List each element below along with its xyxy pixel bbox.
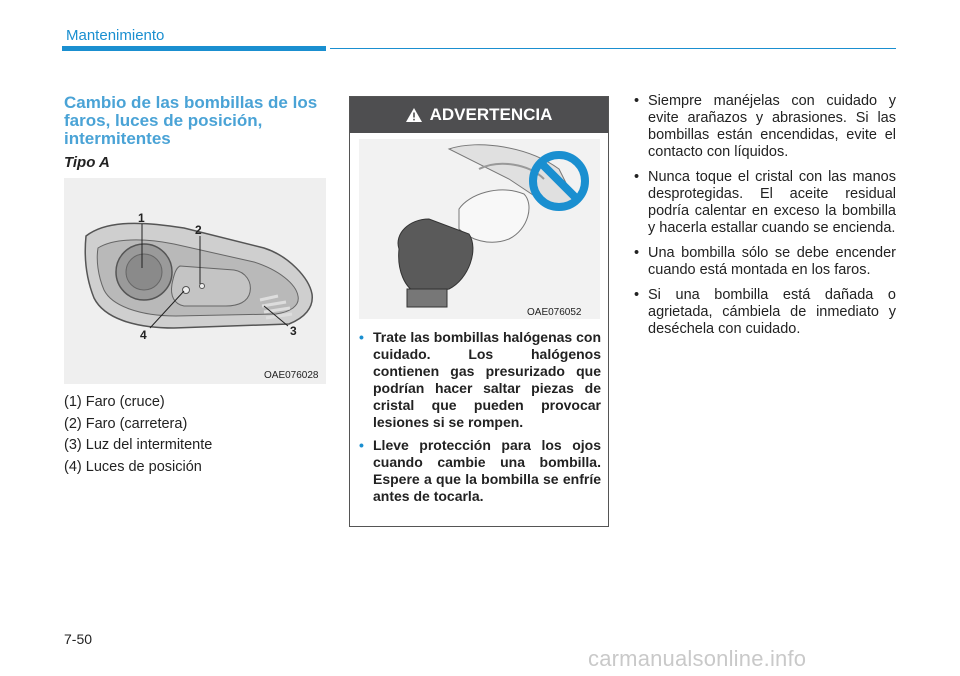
list-item: • Una bombilla sólo se debe encender cuando está montada en los faros. — [634, 245, 896, 278]
list-item: (4) Luces de posición — [64, 458, 202, 475]
headlamp-illustration — [64, 178, 326, 384]
list-item: • Siempre manéjelas con cuidado y evite arañazos y abrasiones. Si las bombillas están encendidas, evite el contacto con líquidos. — [634, 93, 896, 160]
list-item: (1) Faro (cruce) — [64, 394, 165, 410]
list-item: • Trate las bombillas halógenas con cuidado. Los halógenos contienen gas presurizado que podrían hacer saltar piezas de cristal que pueden provocar lesiones si se rompen. — [359, 329, 601, 430]
bullet-icon: • — [634, 245, 640, 261]
list-item: • Si una bombilla está dañada o agrietada, cámbiela de inmediato y deséchela con cuidado. — [634, 287, 896, 337]
bullet-icon: • — [634, 287, 640, 303]
bullet-icon: • — [634, 93, 640, 109]
header-rule — [330, 48, 896, 49]
page-number: 7-50 — [64, 631, 93, 647]
bulb-figure — [359, 139, 600, 319]
warning-header — [350, 97, 608, 133]
callout-3: 3 — [290, 324, 297, 338]
list-item: (2) Faro (carretera) — [64, 415, 188, 432]
headlamp-figure — [64, 178, 326, 384]
callout-4: 4 — [140, 328, 147, 342]
watermark: carmanualsonline.info — [588, 646, 807, 671]
section-title: Mantenimiento — [66, 27, 165, 44]
callout-2: 2 — [195, 223, 202, 237]
warning-list — [359, 329, 601, 511]
figure-code: OAE076052 — [527, 307, 582, 318]
bulb-illustration — [359, 139, 600, 319]
page-title: Cambio de las bombillas de los faros, luces de posición, intermitentes — [64, 93, 318, 148]
bullet-icon: • — [359, 329, 364, 345]
figure-code: OAE076028 — [264, 370, 319, 381]
warning-title: ADVERTENCIA — [429, 105, 553, 124]
bullet-icon: • — [359, 437, 364, 453]
warning-icon — [406, 108, 422, 122]
callout-1: 1 — [138, 211, 145, 225]
header-bar — [62, 46, 326, 51]
list-item: • Nunca toque el cristal con las manos desprotegidas. El aceite residual podría calentar en exceso la bombilla y hacerla estallar cuando se encienda. — [634, 169, 896, 236]
subtitle: Tipo A — [64, 154, 110, 171]
bulb-handling-list — [632, 93, 896, 346]
list-item: (3) Luz del intermitente — [64, 437, 213, 453]
bullet-icon: • — [634, 169, 640, 185]
list-item: • Lleve protección para los ojos cuando cambie una bombilla. Espere a que la bombilla se enfríe antes de tocarla. — [359, 437, 601, 504]
warning-box — [349, 96, 609, 527]
parts-list — [64, 394, 212, 480]
